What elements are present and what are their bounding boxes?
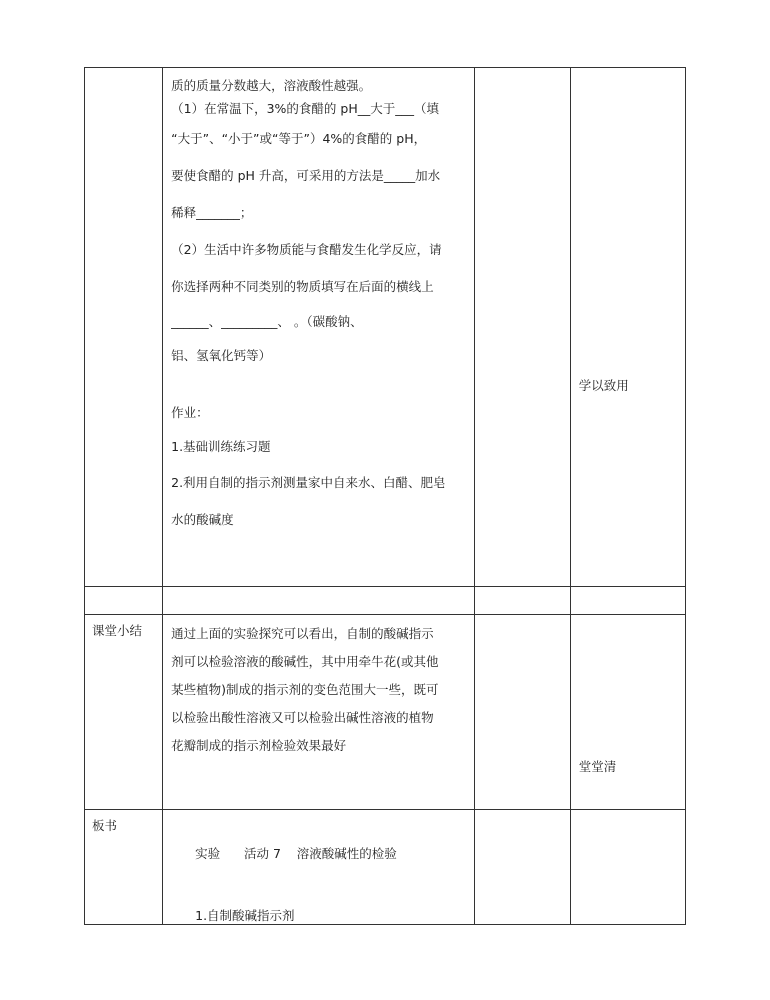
table-row xyxy=(85,68,686,587)
row-label: 板书 xyxy=(92,818,118,833)
content-line: 要使食醋的 pH 升高，可采用的方法是_____加水 xyxy=(171,168,441,183)
table-row xyxy=(85,587,686,615)
content-line: “大于”、“小于”或“等于”）4%的食醋的 pH， xyxy=(171,131,427,146)
homework-heading: 作业： xyxy=(171,405,209,420)
side-note: 堂堂清 xyxy=(578,759,617,774)
label-cell xyxy=(85,810,163,925)
summary-line: 花瓣制成的指示剂检验效果最好 xyxy=(171,738,347,753)
content-line: 稀释_______； xyxy=(171,205,253,220)
content-line: 质的质量分数越大，溶液酸性越强。 xyxy=(171,78,372,93)
row-label: 课堂小结 xyxy=(92,623,143,638)
content-cell xyxy=(163,810,475,925)
empty-cell xyxy=(570,587,685,615)
empty-cell xyxy=(474,810,570,925)
note-cell xyxy=(570,68,685,587)
content-spacer xyxy=(171,373,466,396)
content-line: （1）在常温下，3%的食醋的 pH__大于___（填 xyxy=(171,101,439,116)
homework-item: 2.利用自制的指示剂测量家中自来水、白醋、肥皂 xyxy=(171,475,446,490)
table-row xyxy=(85,615,686,810)
empty-cell xyxy=(85,587,163,615)
side-note: 学以致用 xyxy=(578,378,629,393)
content-line: 你选择两种不同类别的物质填写在后面的横线上 xyxy=(171,279,434,294)
content-cell xyxy=(163,68,475,587)
empty-label-cell xyxy=(85,68,163,587)
summary-line: 剂可以检验溶液的酸碱性，其中用牵牛花(或其他 xyxy=(171,654,439,669)
summary-line: 通过上面的实验探究可以看出，自制的酸碱指示 xyxy=(171,626,434,641)
homework-item: 1.基础训练练习题 xyxy=(171,439,271,454)
empty-cell xyxy=(474,68,570,587)
note-cell xyxy=(570,615,685,810)
table-row xyxy=(85,810,686,925)
empty-cell xyxy=(474,587,570,615)
board-item: 1.自制酸碱指示剂 xyxy=(195,908,295,923)
empty-cell xyxy=(163,587,475,615)
summary-line: 以检验出酸性溶液又可以检验出碱性溶液的植物 xyxy=(171,710,434,725)
content-line: （2）生活中许多物质能与食醋发生化学反应，请 xyxy=(171,242,442,257)
board-title: 实验 活动 7 溶液酸碱性的检验 xyxy=(195,846,397,861)
content-cell xyxy=(163,615,475,810)
content-line: 铝、氢氧化钙等） xyxy=(171,348,272,363)
empty-cell xyxy=(474,615,570,810)
homework-item: 水的酸碱度 xyxy=(171,512,234,527)
label-cell xyxy=(85,615,163,810)
empty-cell xyxy=(570,810,685,925)
lesson-plan-table xyxy=(84,67,686,925)
content-line: ______、_________、 。（碳酸钠、 xyxy=(171,314,363,329)
summary-line: 某些植物)制成的指示剂的变色范围大一些，既可 xyxy=(171,682,439,697)
